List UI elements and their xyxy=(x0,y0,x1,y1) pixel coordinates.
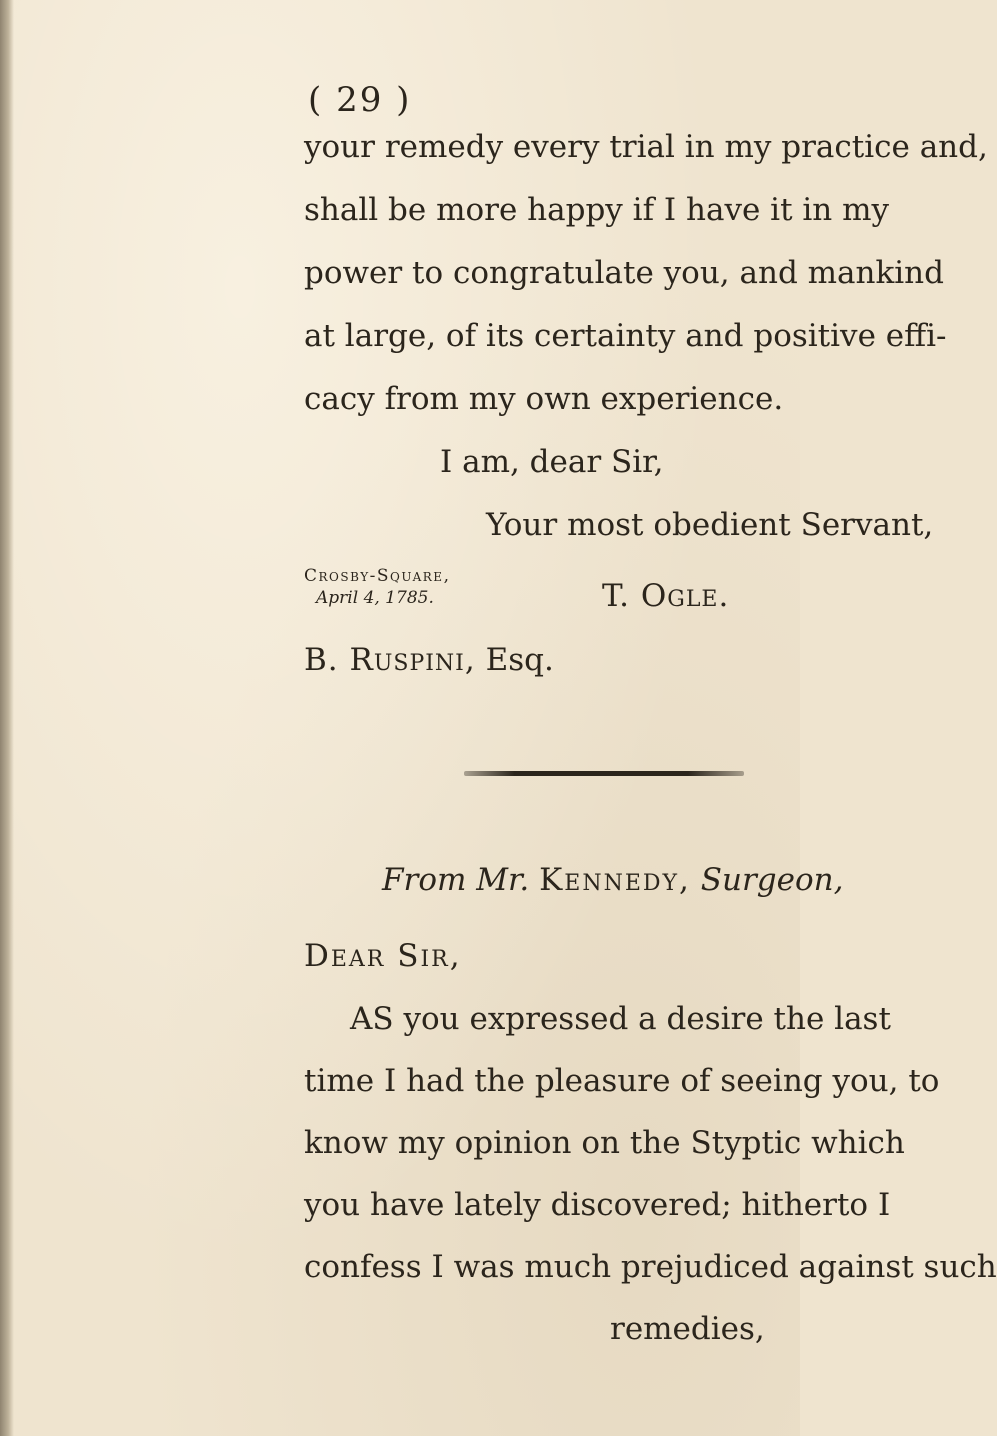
addressee-name: B. Ruspini, xyxy=(304,642,476,678)
addressee-title: Esq. xyxy=(485,642,554,678)
text-line: time I had the pleasure of seeing you, to xyxy=(304,1063,940,1099)
text-line: at large, of its certainty and positive effi- xyxy=(304,318,947,354)
letter-salutation: Dear Sir, xyxy=(304,938,462,974)
text-line: cacy from my own experience. xyxy=(304,381,784,417)
page-gutter-shadow xyxy=(0,0,14,1436)
text-line: confess I was much prejudiced against such xyxy=(304,1249,997,1285)
letter-signature: T. Ogle. xyxy=(602,578,730,614)
letter-closing: Your most obedient Servant, xyxy=(486,507,934,543)
text-line: power to congratulate you, and mankind xyxy=(304,255,944,291)
letter-date: April 4, 1785. xyxy=(316,588,434,608)
heading-suffix: Surgeon, xyxy=(700,862,844,898)
text-line: you have lately discovered; hitherto I xyxy=(304,1187,891,1223)
section-divider-rule xyxy=(464,771,744,776)
text-line: shall be more happy if I have it in my xyxy=(304,192,890,228)
text-line: AS you expressed a desire the last xyxy=(350,1001,891,1037)
catchword: remedies, xyxy=(610,1311,765,1347)
letter-place: Crosby-Square, xyxy=(304,566,451,586)
page-number: ( 29 ) xyxy=(308,80,412,120)
heading-name: Kennedy, xyxy=(539,862,691,898)
text-line: your remedy every trial in my practice and, xyxy=(304,129,988,165)
heading-prefix: From Mr. xyxy=(382,862,530,898)
letter-valediction: I am, dear Sir, xyxy=(440,444,664,480)
letter-heading xyxy=(382,862,843,898)
text-line: know my opinion on the Styptic which xyxy=(304,1125,905,1161)
letter-addressee xyxy=(304,642,554,678)
